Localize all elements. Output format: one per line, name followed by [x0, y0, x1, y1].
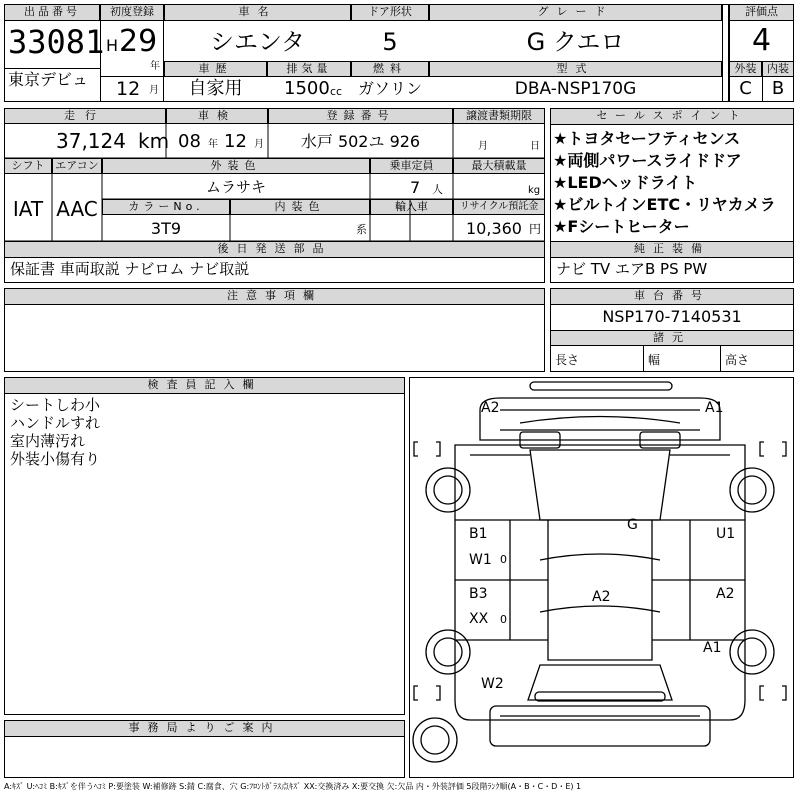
- score-value: 4: [751, 23, 772, 58]
- mileage-value: 37,124: [56, 129, 126, 153]
- load-unit: kg: [528, 185, 541, 196]
- damage-mark: A1: [705, 400, 724, 416]
- exterior-label: 外装: [729, 61, 762, 77]
- inspector-note: シートしわ小: [10, 396, 101, 414]
- capacity-label: 乗車定員: [370, 158, 453, 174]
- type-label: 型式: [429, 61, 722, 77]
- inspector-label: 検査員記入欄: [4, 377, 405, 394]
- inspector-note: 外装小傷有り: [10, 450, 101, 468]
- history-value: 自家用: [188, 78, 243, 99]
- plate-label: 登録番号: [268, 108, 453, 124]
- damage-mark: U1: [716, 526, 736, 542]
- displacement-label: 排気量: [267, 61, 351, 77]
- ac-label: エアコン: [52, 158, 102, 174]
- recycle-value: 10,360: [466, 219, 522, 238]
- doors-value: 5: [382, 28, 398, 56]
- recycle-unit: 円: [529, 222, 542, 236]
- footer-legend: A:ｷｽﾞ U:ﾍｺﾐ B:ｷｽﾞを伴うﾍｺﾐ P:要塗装 W:補修跡 S:錆 C:腐食、穴 G:ﾌﾛﾝﾄｶﾞﾗｽ点ｷｽﾞ XX:交換済み X:要交換 欠:欠品 内・外装評価 5段階ﾗﾝｸ順(A・B・C・D・E) 1: [4, 782, 582, 791]
- fuel-label: 燃料: [351, 61, 429, 77]
- damage-mark: A2: [481, 400, 500, 416]
- inspection-month: 12: [224, 131, 247, 152]
- reg-month: 12: [116, 78, 141, 100]
- interior-value: B: [771, 78, 785, 99]
- grade-label: グレード: [429, 4, 722, 21]
- equipment-label: 純正装備: [550, 241, 794, 258]
- fuel-value: ガソリン: [357, 79, 422, 98]
- ac-value: AAC: [56, 197, 98, 221]
- reg-year: 29: [119, 24, 158, 59]
- office-label: 事務局よりご案内: [4, 720, 405, 737]
- score-label: 評価点: [729, 4, 794, 21]
- chassis-label: 車台番号: [550, 288, 794, 305]
- interior-color-unit: 系: [356, 223, 367, 236]
- width-label: 幅: [648, 353, 661, 367]
- year-unit: 年: [150, 61, 160, 72]
- length-label: 長さ: [555, 353, 580, 367]
- damage-mark: G: [627, 517, 638, 533]
- import-label: 輸入車: [370, 199, 453, 215]
- transfer-label: 譲渡書類期限: [453, 108, 545, 124]
- equipment-value: ナビ TV エアB PS PW: [556, 260, 708, 278]
- interior-color-label: 内装色: [230, 199, 370, 215]
- inspection-label: 車検: [166, 108, 268, 124]
- later-parts-value: 保証書 車両取説 ナビロム ナビ取説: [10, 260, 250, 278]
- model-name: シエンタ: [209, 28, 306, 56]
- damage-mark: B1: [469, 526, 488, 542]
- damage-mark: A2: [592, 589, 611, 605]
- interior-label: 内装: [762, 61, 794, 77]
- chassis-value: NSP170-7140531: [602, 307, 742, 326]
- era: H: [106, 36, 119, 55]
- load-label: 最大積載量: [453, 158, 545, 174]
- transfer-month-unit: 月: [478, 141, 488, 152]
- sales-point: ★ビルトインETC・リヤカメラ: [553, 195, 776, 214]
- height-label: 高さ: [725, 353, 750, 367]
- zero-mark: 0: [500, 613, 507, 626]
- shift-label: シフト: [4, 158, 52, 174]
- sales-point: ★トヨタセーフティセンス: [553, 129, 741, 148]
- color-value: ムラサキ: [205, 178, 266, 196]
- capacity-unit: 人: [432, 183, 443, 196]
- later-parts-label: 後日発送部品: [4, 241, 545, 258]
- damage-mark: A1: [703, 640, 722, 656]
- grade-value: G クエロ: [526, 28, 625, 56]
- capacity-value: 7: [410, 178, 421, 197]
- inspection-year: 08: [178, 131, 201, 152]
- month-unit: 月: [149, 85, 159, 96]
- type-value: DBA-NSP170G: [514, 79, 637, 99]
- dims-label: 諸元: [550, 330, 794, 346]
- plate-value: 水戸 502ユ 926: [300, 132, 421, 151]
- first-reg-label: 初度登録: [100, 4, 164, 21]
- color-label: 外装色: [102, 158, 370, 174]
- exterior-value: C: [739, 78, 752, 99]
- sales-point: ★LEDヘッドライト: [553, 173, 698, 192]
- inspection-month-unit: 月: [254, 139, 264, 150]
- color-no-value: 3T9: [150, 219, 182, 238]
- shift-value: IAT: [12, 197, 44, 221]
- damage-mark: B3: [469, 586, 488, 602]
- sales-point: ★両側パワースライドドア: [553, 151, 742, 170]
- damage-mark: W2: [481, 676, 504, 692]
- sales-points-label: セールスポイント: [550, 108, 794, 125]
- color-no-label: カラーNo.: [102, 199, 230, 215]
- damage-mark: A2: [716, 586, 735, 602]
- doors-label: ドア形状: [351, 4, 429, 21]
- lot-label: 出品番号: [4, 4, 100, 21]
- model-label: 車名: [164, 4, 351, 21]
- damage-mark: XX: [469, 611, 489, 627]
- inspector-note: 室内薄汚れ: [10, 432, 86, 450]
- mileage-label: 走行: [4, 108, 166, 124]
- displacement-value: 1500: [284, 78, 330, 99]
- displacement-unit: cc: [330, 85, 343, 98]
- history-label: 車歴: [164, 61, 267, 77]
- zero-mark: 0: [500, 553, 507, 566]
- venue: 東京デビュ: [8, 70, 89, 89]
- inspector-note: ハンドルすれ: [10, 414, 101, 432]
- transfer-day-unit: 日: [530, 141, 540, 152]
- damage-mark: W1: [469, 552, 492, 568]
- notes-label: 注意事項欄: [4, 288, 545, 305]
- lot-number: 33081: [8, 23, 105, 61]
- mileage-unit: km: [138, 129, 170, 153]
- inspection-year-unit: 年: [208, 139, 218, 150]
- recycle-label: リサイクル預託金: [453, 199, 545, 215]
- sales-point: ★Fシートヒーター: [553, 217, 690, 236]
